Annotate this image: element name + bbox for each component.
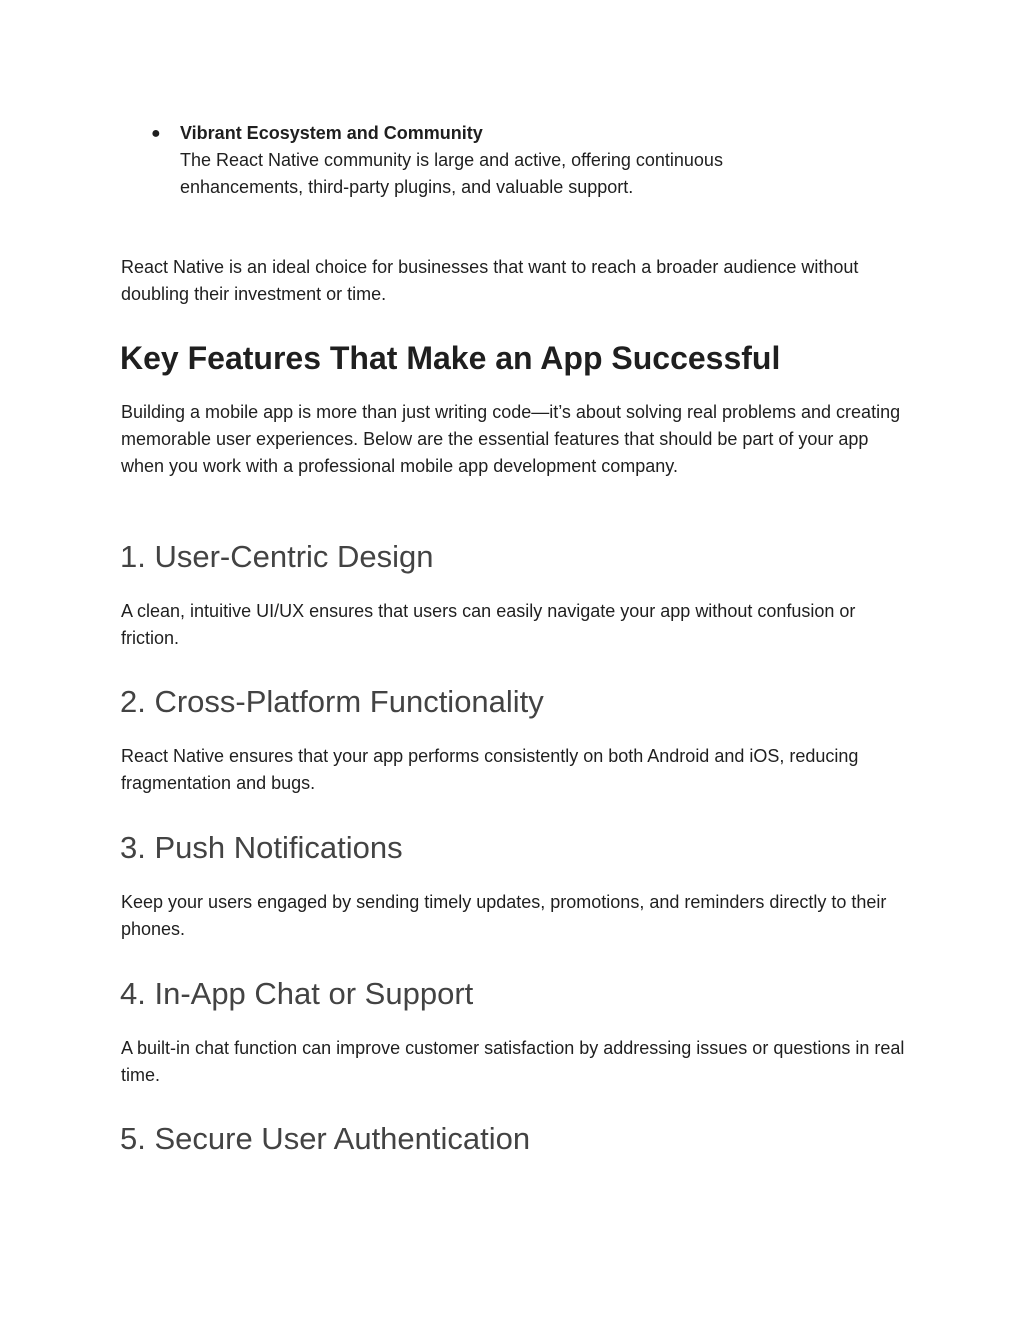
feature-text-push-notifications: Keep your users engaged by sending timely updates, promotions, and reminders directly to their phones.	[121, 892, 887, 939]
feature-heading-cross-platform: 2. Cross-Platform Functionality	[120, 684, 544, 719]
feature-heading-user-centric-design: 1. User-Centric Design	[120, 539, 434, 574]
bullet-item-ecosystem	[121, 120, 901, 201]
feature-text-cross-platform: React Native ensures that your app performs consistently on both Android and iOS, reducing fragmentation and bugs.	[121, 746, 859, 793]
bullet-title: Vibrant Ecosystem and Community	[180, 123, 483, 143]
key-features-paragraph: Building a mobile app is more than just writing code—it’s about solving real problems and creating memorable user experiences. Below are the essential features that should be part of your app when you work with a professional mobile app development company.	[121, 402, 901, 476]
bullet-text: The React Native community is large and active, offering continuous enhancements, third-party plugins, and valuable support.	[180, 150, 723, 197]
feature-heading-secure-auth: 5. Secure User Authentication	[120, 1121, 531, 1156]
feature-heading-push-notifications: 3. Push Notifications	[120, 830, 403, 865]
bullet-marker: ●	[151, 125, 161, 142]
feature-text-user-centric-design: A clean, intuitive UI/UX ensures that users can easily navigate your app without confusion or friction.	[121, 601, 856, 648]
feature-text-in-app-chat: A built-in chat function can improve customer satisfaction by addressing issues or questions in real time.	[121, 1038, 905, 1085]
intro-paragraph: React Native is an ideal choice for businesses that want to reach a broader audience without doubling their investment or time.	[121, 257, 859, 304]
key-features-heading: Key Features That Make an App Successful	[120, 340, 781, 376]
bullet-body	[180, 120, 901, 201]
feature-heading-in-app-chat: 4. In-App Chat or Support	[120, 976, 474, 1011]
